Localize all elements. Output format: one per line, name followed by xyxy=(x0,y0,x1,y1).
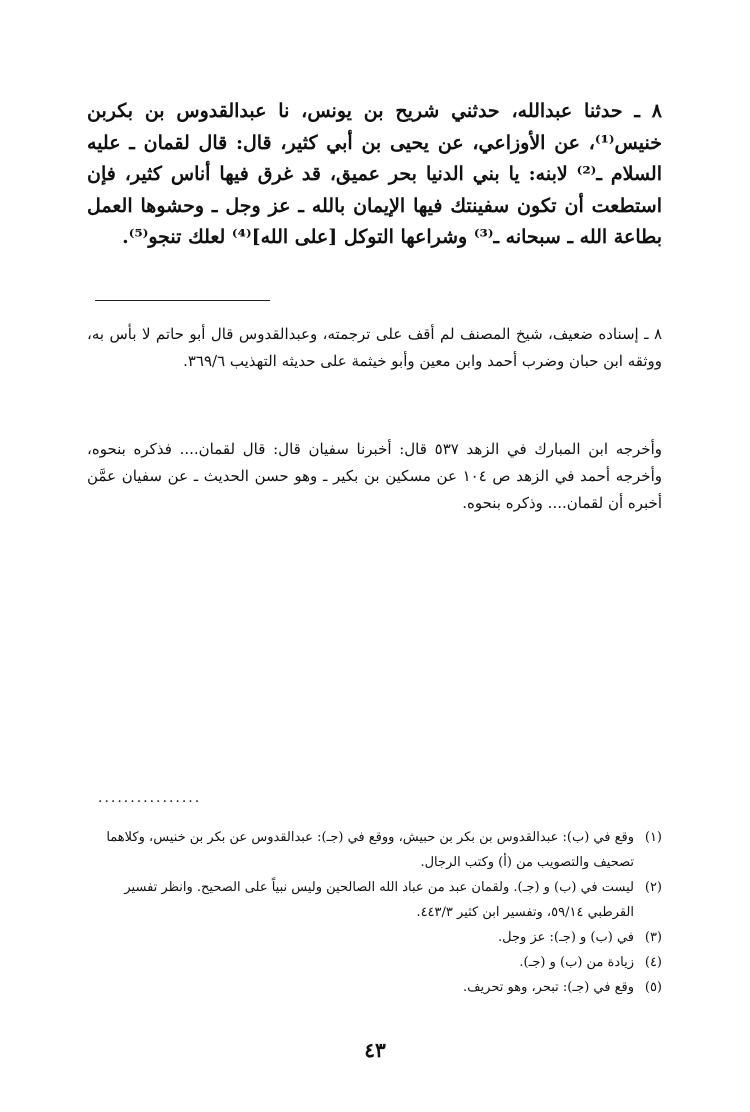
footnote-text: وقع في (ب): عبدالقدوس بن بكر بن حبيش، ووقع في (جـ): عبدالقدوس عن بكر بن خنيس، وكلاهما تصحيف والتصويب من (أ) وكتب الرجال. xyxy=(106,830,634,870)
footnote-number: (٤) xyxy=(644,955,662,970)
footnote-text: ليست في (ب) و (جـ). ولقمان عبد من عباد الله الصالحين وليس نبياً على الصحيح. وانظر تفسير القرطبي ٥٩/١٤، وتفسير ابن كثير ٤٤٣/٣. xyxy=(124,880,634,920)
main-text xyxy=(87,96,662,254)
footnotes xyxy=(87,825,662,1000)
footnote xyxy=(87,925,662,950)
footnote xyxy=(87,875,662,925)
footnote-number: (٣) xyxy=(644,930,662,945)
separator-rule xyxy=(95,300,270,301)
takhrij-text: وأخرجه ابن المبارك في الزهد ٥٣٧ قال: أخبرنا سفيان قال: قال لقمان.... فذكره بنحوه، وأخرجه أحمد في الزهد ص ١٠٤ عن مسكين بن بكير ـ وهو حسن الحديث ـ عن سفيان عمَّن أخبره أن لقمان.... وذكره بنحوه. xyxy=(87,440,662,512)
page-number: ٤٣ xyxy=(364,1038,386,1062)
footnote-number: (١) xyxy=(644,830,662,845)
footnote xyxy=(87,825,662,875)
footnote xyxy=(87,950,662,975)
takhrij-commentary xyxy=(87,436,662,517)
footnote xyxy=(87,975,662,1000)
footnote-number: (٥) xyxy=(644,980,662,995)
isnad-commentary xyxy=(87,321,662,375)
footnote-text: زيادة من (ب) و (جـ). xyxy=(519,955,634,970)
footnote-number: (٢) xyxy=(644,880,662,895)
isnad-text: ٨ ـ إسناده ضعيف، شيخ المصنف لم أقف على ترجمته، وعبدالقدوس قال أبو حاتم لا بأس به، ووثقه ابن حبان وضرب أحمد وابن معين وأبو خيثمة على حديثه التهذيب ٣٦٩/٦. xyxy=(87,325,662,370)
footnote-text: وقع في (جـ): تبحر، وهو تحريف. xyxy=(462,980,634,995)
hadith-paragraph: ٨ ـ حدثنا عبدالله، حدثني شريح بن يونس، نا عبدالقدوس بن بكربن خنيس⁽¹⁾، عن الأوزاعي، عن يحيى بن أبي كثير، قال: قال لقمان ـ عليه السلام ـ⁽²⁾ لابنه: يا بني الدنيا بحر عميق، قد غرق فيها أناس كثير، فإن استطعت أن تكون سفينتك فيها الإيمان بالله ـ عز وجل ـ وحشوها العمل بطاعة الله ـ سبحانه ـ⁽³⁾ وشراعها التوكل [على الله]⁽⁴⁾ لعلك تنجو⁽⁵⁾. xyxy=(87,100,662,248)
footnote-separator: ................ xyxy=(98,790,202,806)
footnote-text: في (ب) و (جـ): عز وجل. xyxy=(498,930,634,945)
